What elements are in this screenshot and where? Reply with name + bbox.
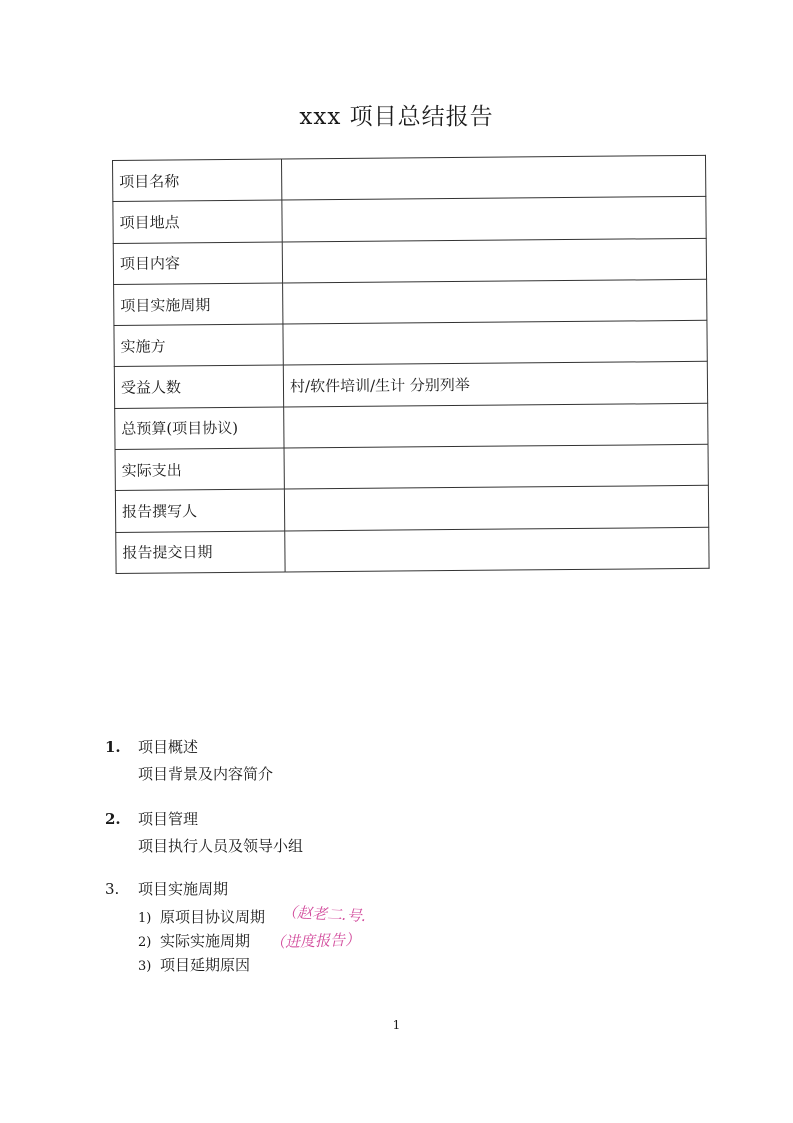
row-value	[283, 279, 707, 324]
section-number: 2.	[105, 810, 121, 828]
row-label: 项目内容	[113, 242, 282, 285]
list-item-number: 1)	[138, 911, 152, 926]
section-content: 项目执行人员及领导小组	[138, 837, 304, 855]
handwritten-note: （赵老二.号.	[281, 902, 367, 926]
row-value	[284, 403, 708, 448]
handwritten-note: （进度报告）	[269, 930, 361, 952]
row-value	[284, 444, 708, 489]
section-overview	[105, 736, 273, 784]
document-title: xxx 项目总结报告	[299, 104, 494, 130]
row-label: 项目名称	[113, 159, 282, 202]
table-row	[115, 444, 708, 490]
sub-item-list	[138, 905, 265, 977]
table-row	[113, 197, 706, 243]
row-label: 报告撰写人	[115, 489, 284, 532]
list-item-number: 3)	[138, 959, 152, 974]
row-label: 受益人数	[114, 365, 283, 408]
section-implementation-period	[105, 878, 265, 977]
row-label: 项目地点	[113, 200, 282, 243]
row-value: 村/软件培训/生计 分别列举	[283, 362, 707, 407]
row-value	[281, 155, 705, 200]
row-value	[282, 238, 706, 283]
section-heading: 项目管理	[138, 810, 199, 828]
section-heading: 项目实施周期	[138, 880, 229, 898]
row-label: 总预算(项目协议)	[115, 407, 284, 450]
row-value	[283, 321, 707, 366]
row-value	[282, 197, 706, 242]
table-row	[116, 527, 709, 574]
section-number: 1.	[105, 738, 121, 756]
section-heading: 项目概述	[138, 738, 199, 756]
table-row	[113, 238, 706, 284]
page-number: 1	[392, 1018, 401, 1032]
section-content: 项目背景及内容简介	[138, 765, 274, 783]
project-info-table	[112, 155, 710, 574]
table-row	[113, 155, 706, 201]
row-label: 项目实施周期	[114, 283, 283, 326]
section-number: 3.	[105, 880, 120, 898]
row-label: 实际支出	[115, 448, 284, 491]
list-item-text: 项目延期原因	[160, 956, 251, 974]
row-label: 报告提交日期	[116, 531, 285, 574]
table-row	[115, 403, 708, 449]
section-management	[105, 808, 303, 856]
row-value	[285, 527, 709, 572]
list-item	[138, 905, 265, 929]
table-row	[115, 486, 708, 532]
list-item-text: 原项目协议周期	[160, 908, 266, 926]
list-item	[138, 929, 265, 953]
table-row	[114, 279, 707, 325]
row-value	[284, 486, 708, 531]
table-row	[114, 321, 707, 367]
list-item	[138, 953, 265, 977]
table-row	[114, 362, 707, 408]
list-item-text: 实际实施周期	[160, 932, 251, 950]
row-label: 实施方	[114, 324, 283, 367]
list-item-number: 2)	[138, 935, 152, 950]
